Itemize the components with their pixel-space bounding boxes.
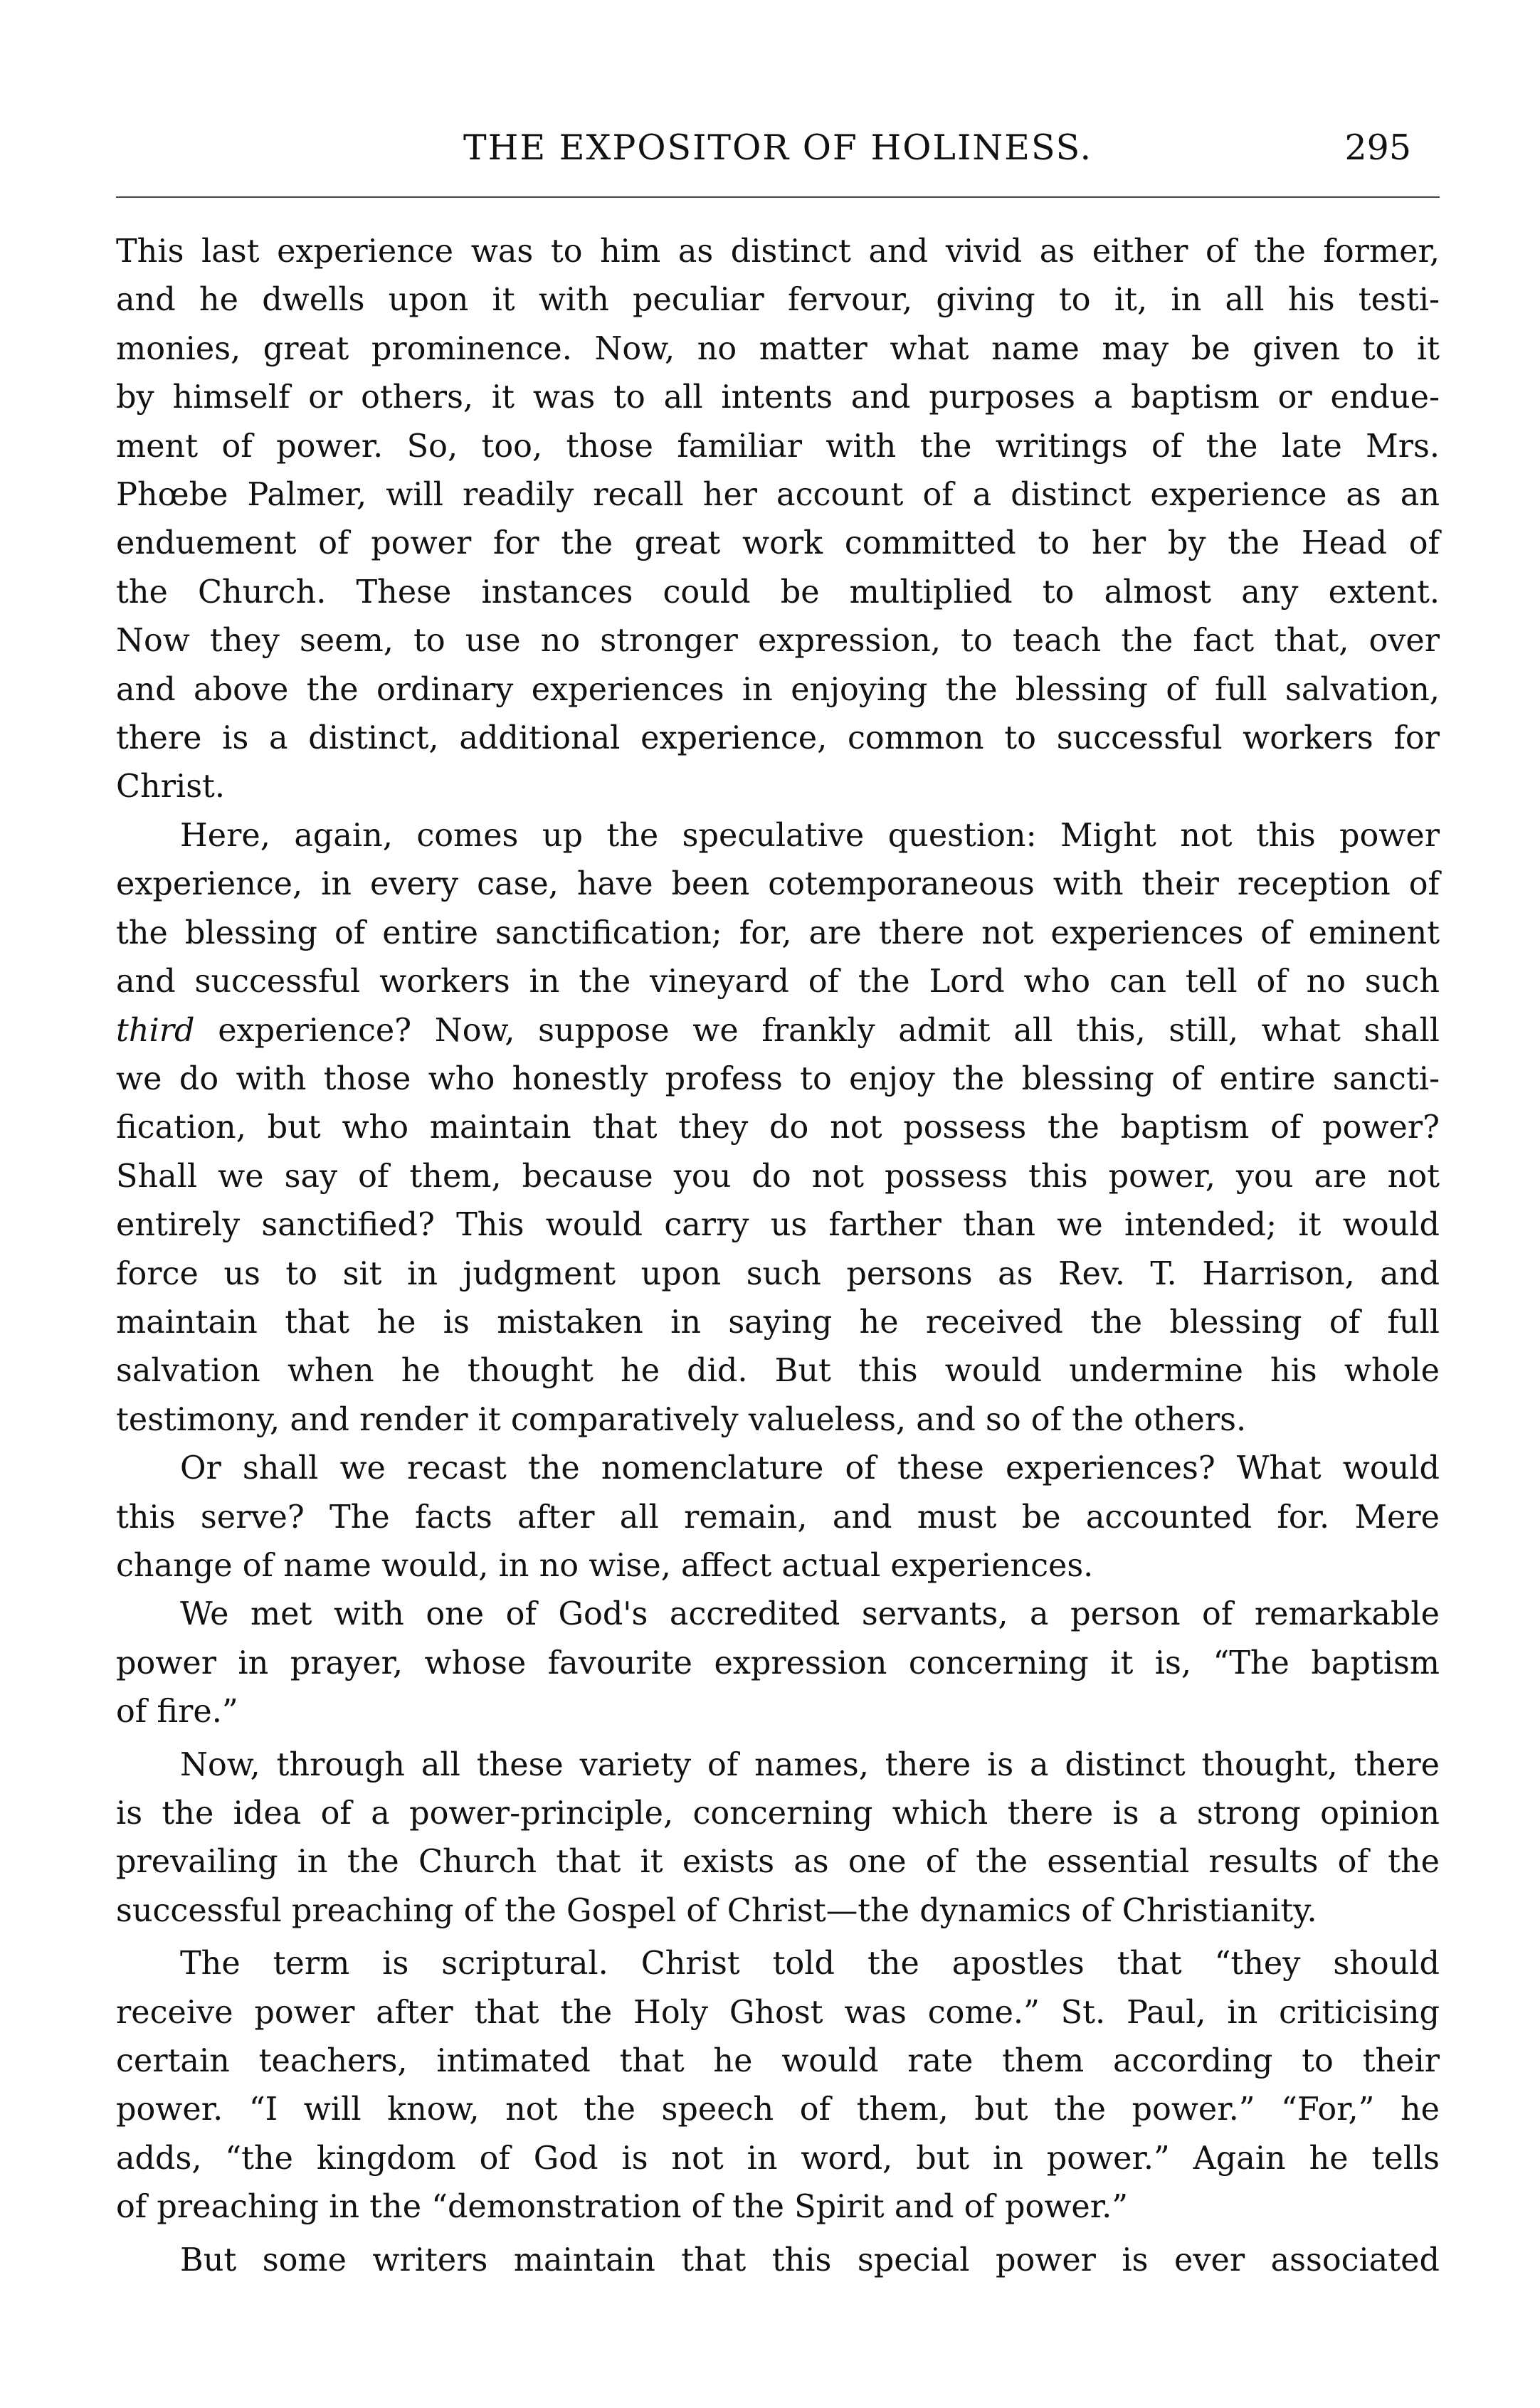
paragraph-1: [116, 228, 1440, 812]
header-rule: [116, 196, 1440, 198]
text-line: Christ.: [116, 769, 226, 806]
text-line: Phœbe Palmer, will readily recall her account of a distinct experience as an: [116, 477, 1440, 514]
text-line: prevailing in the Church that it exists as one of the essential results of the: [116, 1844, 1440, 1881]
text-line: receive power after that the Holy Ghost was come.” St. Paul, in criticising: [116, 1994, 1440, 2031]
text-line: salvation when he thought he did. But this would undermine his whole: [116, 1353, 1440, 1390]
text-line: The term is scriptural. Christ told the apostles that “they should: [180, 1945, 1440, 1982]
text-line: successful preaching of the Gospel of Christ—the dynamics of Christianity.: [116, 1892, 1317, 1929]
text-line: Or shall we recast the nomenclature of these experiences? What would: [180, 1450, 1440, 1487]
text-line: we do with those who honestly profess to enjoy the blessing of entire sancti-: [116, 1060, 1440, 1097]
text-line: and above the ordinary experiences in enjoying the blessing of full salvation,: [116, 671, 1440, 708]
text-line: the Church. These instances could be multiplied to almost any extent.: [116, 574, 1440, 611]
text-line: force us to sit in judgment upon such persons as Rev. T. Harrison, and: [116, 1255, 1440, 1292]
text-line: of fire.”: [116, 1694, 238, 1731]
text-line: Shall we say of them, because you do not possess this power, you are not: [116, 1158, 1440, 1195]
text-line: fication, but who maintain that they do not possess the baptism of power?: [116, 1109, 1440, 1146]
text-line: adds, “the kingdom of God is not in word, but in power.” Again he tells: [116, 2140, 1440, 2177]
text-line: experience, in every case, have been cotemporaneous with their reception of: [116, 866, 1440, 903]
text-line: is the idea of a power-principle, concerning which there is a strong opinion: [116, 1795, 1440, 1832]
text-line: But some writers maintain that this special power is ever associated: [180, 2241, 1440, 2278]
text-line: entirely sanctified? This would carry us farther than we intended; it would: [116, 1207, 1440, 1244]
text-line: This last experience was to him as distinct and vivid as either of the former,: [116, 233, 1440, 270]
text-line: certain teachers, intimated that he would rate them according to their: [116, 2043, 1440, 2080]
text-line: of preaching in the “demonstration of the Spirit and of power.”: [116, 2189, 1129, 2226]
running-title: THE EXPOSITOR OF HOLINESS.: [463, 127, 1093, 168]
text-line: power. “I will know, not the speech of them, but the power.” “For,” he: [116, 2091, 1440, 2128]
text-line: Now they seem, to use no stronger expression, to teach the fact that, over: [116, 623, 1440, 660]
text-line: Now, through all these variety of names, there is a distinct thought, there: [180, 1746, 1440, 1783]
body-text: [116, 228, 1440, 2285]
paragraph-6: [116, 1940, 1440, 2232]
text-line: this serve? The facts after all remain, and must be accounted for. Mere: [116, 1499, 1440, 1536]
text-line: and successful workers in the vineyard of the Lord who can tell of no such: [116, 963, 1440, 1000]
text-line: testimony, and render it comparatively valueless, and so of the others.: [116, 1401, 1247, 1438]
text-line: change of name would, in no wise, affect actual experiences.: [116, 1547, 1094, 1584]
text-line: monies, great prominence. Now, no matter what name may be given to it: [116, 330, 1440, 367]
page-number: 295: [1344, 127, 1411, 168]
paragraph-3: [116, 1445, 1440, 1590]
italic-word: third: [116, 1012, 195, 1049]
text-line: the blessing of entire sanctification; for, are there not experiences of eminent: [116, 914, 1440, 951]
text-line: ment of power. So, too, those familiar with the writings of the late Mrs.: [116, 428, 1440, 465]
paragraph-2: [116, 812, 1440, 1445]
paragraph-5: [116, 1741, 1440, 1936]
text-line: there is a distinct, additional experience, common to successful workers for: [116, 720, 1440, 757]
text-line: maintain that he is mistaken in saying he received the blessing of full: [116, 1304, 1440, 1341]
text-line-rest: experience? Now, suppose we frankly admit all this, still, what shall: [194, 1012, 1440, 1049]
text-line: enduement of power for the great work committed to her by the Head of: [116, 525, 1440, 562]
text-line: power in prayer, whose favourite expression concerning it is, “The baptism: [116, 1644, 1440, 1681]
text-line: Here, again, comes up the speculative question: Might not this power: [180, 817, 1440, 854]
text-line: and he dwells upon it with peculiar fervour, giving to it, in all his testi-: [116, 282, 1440, 319]
text-line: by himself or others, it was to all intents and purposes a baptism or endue-: [116, 379, 1440, 416]
text-line: We met with one of God's accredited servants, a person of remarkable: [180, 1596, 1440, 1633]
paragraph-7: [116, 2237, 1440, 2285]
text-line-italic-lead: [116, 1007, 1440, 1055]
running-head: [116, 120, 1440, 176]
paragraph-4: [116, 1590, 1440, 1736]
